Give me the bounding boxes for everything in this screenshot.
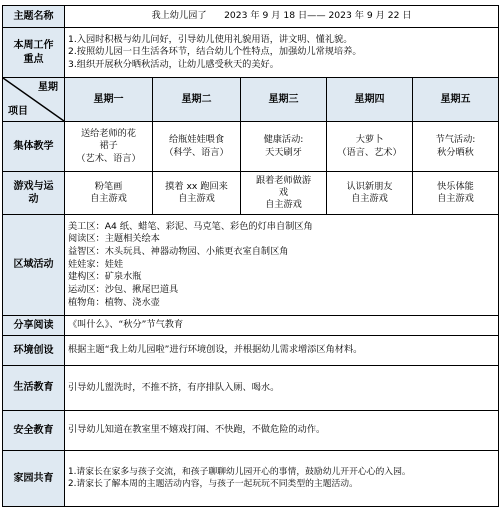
games-row — [3, 172, 499, 215]
weekday-monday: 星期一 — [65, 78, 153, 122]
weekly-focus-item: 1.入园时积极与幼儿问好，引导幼儿使用礼貌用语，讲文明、懂礼貌。 — [68, 34, 353, 46]
environment-row — [3, 336, 499, 366]
cell-line: 天天刷牙 — [265, 146, 302, 158]
areas-row — [3, 215, 499, 316]
theme-label: 主题名称 — [3, 6, 65, 28]
cell-line: 自主游戏 — [437, 193, 474, 204]
games-wednesday — [241, 172, 327, 215]
area-item: 阅读区：主题相关绘本 — [68, 233, 160, 245]
home-item: 2.请家长了解本周的主题活动内容，与孩子一起玩玩不同类型的主题活动。 — [68, 478, 358, 489]
games-monday — [65, 172, 153, 215]
weekday-tuesday: 星期二 — [153, 78, 241, 122]
cell-line: 自主游戏 — [351, 193, 388, 204]
home-row — [3, 451, 499, 507]
collective-thursday — [327, 122, 413, 172]
cell-line: 健康活动: — [263, 134, 304, 146]
area-item: 娃娃家：娃娃 — [68, 258, 124, 270]
collective-wednesday — [241, 122, 327, 172]
cell-line: 认识新朋友 — [346, 180, 393, 192]
weekday-wednesday: 星期三 — [241, 78, 327, 122]
cell-line: 快乐体能 — [437, 180, 474, 192]
cell-line: 戏 — [278, 186, 289, 198]
theme-row — [3, 6, 499, 28]
cell-line: 节气活动: — [435, 134, 476, 146]
environment-value: 根据主题“我上幼儿园啦”进行环境创设，并根据幼儿需求增添区角材料。 — [65, 336, 499, 366]
life-row — [3, 366, 499, 411]
cell-line: 摸着 xx 跑回来 — [165, 180, 228, 192]
cell-line: 跟着老师做游 — [255, 174, 312, 186]
cell-line: （语言、艺术） — [337, 146, 402, 158]
cell-line: 秋分晒秋 — [437, 146, 474, 158]
home-list — [65, 451, 499, 507]
collective-monday — [65, 122, 153, 172]
weekly-focus-list — [65, 28, 499, 78]
weekday-header-row — [3, 78, 499, 122]
safety-value: 引导幼儿知道在教室里不嬉戏打闹、不快跑，不做危险的动作。 — [65, 411, 499, 451]
games-label-text: 游戏与运动 — [13, 180, 54, 205]
weekly-focus-row — [3, 28, 499, 78]
safety-label: 安全教育 — [3, 411, 65, 451]
weekday-friday: 星期五 — [413, 78, 499, 122]
corner-weekday-label: 星期 — [38, 82, 58, 93]
cell-line: （艺术、语言） — [76, 152, 141, 164]
games-thursday — [327, 172, 413, 215]
collective-friday — [413, 122, 499, 172]
life-value: 引导幼儿盥洗时，不推不挤，有序排队入厕、喝水。 — [65, 366, 499, 411]
cell-line: 给瓶娃娃喂食 — [168, 134, 225, 146]
home-label: 家园共育 — [3, 451, 65, 507]
areas-list — [65, 215, 499, 316]
cell-line: 大萝卜 — [355, 134, 384, 146]
cell-line: 粉笔画 — [94, 180, 123, 192]
reading-label: 分享阅读 — [3, 316, 65, 336]
cell-line: 自主游戏 — [90, 193, 127, 204]
games-label — [3, 172, 65, 215]
area-item: 运动区：沙包、揪尾巴道具 — [68, 284, 179, 296]
area-item: 益智区：木头玩具、神器动物园、小熊更衣室自制区角 — [68, 245, 289, 257]
corner-item-label: 项目 — [8, 105, 28, 117]
weekday-thursday: 星期四 — [327, 78, 413, 122]
areas-label: 区域活动 — [3, 215, 65, 316]
cell-line: 自主游戏 — [265, 199, 302, 211]
collective-label: 集体教学 — [3, 122, 65, 172]
games-friday — [413, 172, 499, 215]
weekly-focus-label — [3, 28, 65, 78]
cell-line: 裙子 — [99, 140, 118, 152]
corner-header-cell — [3, 78, 65, 122]
weekly-focus-label-text: 本周工作重点 — [13, 40, 54, 65]
area-item: 美工区：A4 纸、蜡笔、彩泥、马克笔、彩色的灯串自制区角 — [68, 220, 313, 232]
life-label: 生活教育 — [3, 366, 65, 411]
environment-label: 环境创设 — [3, 336, 65, 366]
weekly-focus-item: 2.按照幼儿园一日生活各环节，结合幼儿个性特点，加强幼儿常规培养。 — [68, 46, 362, 58]
home-item: 1.请家长在家多与孩子交流，和孩子聊聊幼儿园开心的事情，鼓励幼儿开开心心的入园。 — [68, 466, 411, 477]
safety-row — [3, 411, 499, 451]
weekly-focus-item: 3.组织开展秋分晒秋活动，让幼儿感受秋天的美好。 — [68, 58, 279, 70]
cell-line: （科学、语言） — [164, 146, 229, 158]
theme-value: 我上幼儿园了 2023 年 9 月 18 日—— 2023 年 9 月 22 日 — [65, 6, 499, 28]
games-tuesday — [153, 172, 241, 215]
cell-line: 送给老师的花 — [80, 128, 137, 140]
reading-value: 《叫什么》、“秋分”节气教育 — [65, 316, 499, 336]
cell-line: 自主游戏 — [178, 193, 215, 204]
collective-tuesday — [153, 122, 241, 172]
area-item: 植物角：植物、浇水壶 — [68, 296, 160, 308]
weekly-plan-table — [2, 5, 499, 507]
reading-row — [3, 316, 499, 336]
area-item: 建构区：矿泉水瓶 — [68, 271, 142, 283]
collective-row — [3, 122, 499, 172]
